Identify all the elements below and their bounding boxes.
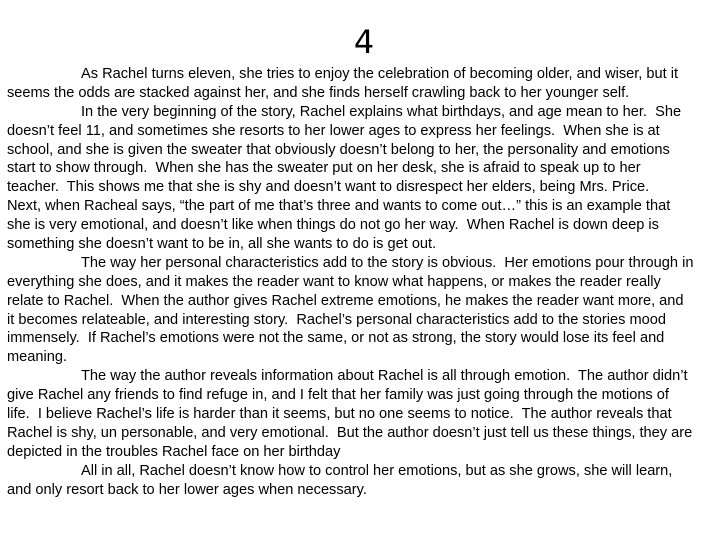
paragraph-first-line: The way her personal characteristics add to the story is obvious. Her emotions pour through in	[81, 254, 694, 271]
text-line: meaning.	[7, 349, 68, 366]
text-line: it becomes relateable, and interesting story. Rachel’s personal characteristics add to the stories mood	[7, 311, 666, 328]
text-line: doesn’t feel 11, and sometimes she resorts to her lower ages to express her feelings. When she is at	[7, 122, 660, 139]
text-line: immensely. If Rachel’s emotions were not the same, or not as strong, the story would lose its feel and	[7, 330, 665, 347]
text-line: school, and she is given the sweater that obviously doesn’t belong to her, the personality and emotions	[7, 141, 670, 158]
text-line: she is very emotional, and doesn’t like when things do not go her way. When Rachel is down deep is	[7, 217, 659, 234]
paragraph-first-line: All in all, Rachel doesn’t know how to control her emotions, but as she grows, she will learn,	[81, 462, 673, 479]
text-line: and only resort back to her lower ages when necessary.	[7, 481, 367, 498]
text-line: give Rachel any friends to find refuge in, and I felt that her family was just going through the motions of	[7, 387, 669, 404]
essay-body	[7, 65, 723, 499]
paragraph-first-line: As Rachel turns eleven, she tries to enjoy the celebration of becoming older, and wiser, but it	[81, 66, 679, 82]
text-line: teacher. This shows me that she is shy and doesn’t want to disrespect her elders, being Mrs. Price.	[7, 179, 650, 196]
text-line: relate to Rachel. When the author gives Rachel extreme emotions, he makes the reader want more, and	[7, 292, 684, 309]
text-line: life. I believe Rachel’s life is harder than it seems, but no one seems to notice. The author reveals that	[7, 406, 672, 423]
paragraph-first-line: The way the author reveals information about Rachel is all through emotion. The author didn’t	[81, 368, 688, 385]
text-line: Next, when Racheal says, “the part of me that’s three and wants to come out…” this is an example that	[7, 198, 671, 215]
paragraph-first-line: In the very beginning of the story, Rachel explains what birthdays, and age mean to her. She	[81, 103, 682, 120]
text-line: start to show through. When she has the sweater put on her desk, she is afraid to speak up to her	[7, 160, 641, 177]
text-line: something she doesn’t want to be in, all she wants to do is get out.	[7, 236, 437, 253]
text-line: Rachel is shy, un personable, and very emotional. But the author doesn’t just tell us these things, they are	[7, 424, 693, 441]
page-number: 4	[353, 23, 375, 61]
text-line: seems the odds are stacked against her, and she finds herself crawling back to her younger self.	[7, 84, 630, 101]
text-line: everything she does, and it makes the reader want to know what happens, or makes the reader really	[7, 273, 661, 290]
text-line: depicted in the troubles Rachel face on her birthday	[7, 443, 341, 460]
